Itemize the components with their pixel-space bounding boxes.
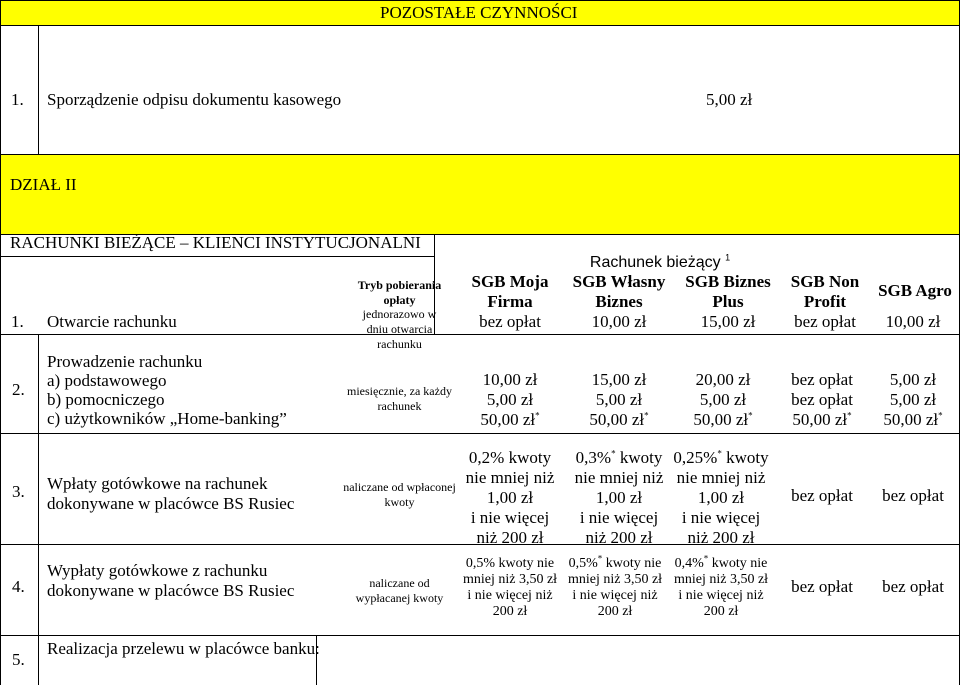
row5-label: Realizacja przelewu w placówce banku:	[47, 639, 320, 658]
row3-mode: naliczane od wpłaconej kwoty	[343, 480, 456, 509]
footnote-mark: *	[597, 553, 603, 564]
mode-header: Tryb pobierania opłaty	[357, 278, 442, 307]
row4-value: mniej niż 3,50 zł	[567, 572, 663, 587]
row4-value: i nie więcej niż	[572, 588, 658, 603]
row4-number: 4.	[12, 577, 25, 596]
row2-value: 5,00 zł	[486, 390, 534, 409]
row3-value: 0,2% kwoty	[468, 448, 552, 467]
row3-value: 1,00 zł	[595, 488, 643, 507]
row4-value: bez opłat	[882, 577, 944, 596]
row2-value-fn	[883, 410, 942, 430]
row2-number: 2.	[12, 380, 25, 399]
row4-value: mniej niż 3,50 zł	[673, 572, 769, 587]
row2-cell	[855, 370, 960, 430]
row5-number: 5.	[12, 650, 25, 669]
table-border	[0, 544, 1, 636]
row4-value-fn	[674, 553, 768, 572]
column-header: SGB Własny Biznes	[572, 272, 666, 311]
row4-label: Wypłaty gotówkowe z rachunku dokonywane w placówce BS Rusiec	[47, 561, 295, 600]
group-header-label: Rachunek bieżący	[589, 254, 721, 271]
table-border	[0, 334, 1, 434]
group-header-footnote: 1	[725, 252, 731, 263]
footnote-mark: *	[748, 410, 753, 421]
row4-value: i nie więcej niż	[678, 588, 764, 603]
table-border	[0, 334, 960, 335]
row2-value: 15,00 zł	[591, 370, 647, 389]
row2-value: 20,00 zł	[695, 370, 751, 389]
table-border	[0, 0, 1, 155]
table-border	[0, 635, 1, 685]
row4-value: kwoty nie	[605, 556, 662, 571]
row3-value-fn	[673, 448, 768, 468]
footnote-mark: *	[847, 410, 852, 421]
table-border	[0, 433, 960, 434]
footnote-mark: *	[717, 448, 722, 459]
row4-value: kwoty nie	[711, 556, 768, 571]
table-border	[0, 154, 960, 155]
row2-subitem: b) pomocniczego	[47, 390, 165, 409]
div2-header-bg	[0, 155, 960, 234]
table-border	[38, 433, 39, 545]
item1-price: 5,00 zł	[706, 90, 753, 109]
row2-value: 50,00 zł	[792, 410, 848, 429]
row2-value: 10,00 zł	[482, 370, 538, 389]
row3-value: nie mniej niż	[676, 468, 766, 487]
table-border	[38, 544, 39, 636]
row2-label: Prowadzenie rachunku	[47, 352, 203, 371]
row2-value: 50,00 zł	[883, 410, 939, 429]
row3-value: i nie więcej	[470, 508, 550, 527]
column-header: SGB Non Profit	[790, 272, 860, 311]
row1-value: 10,00 zł	[885, 312, 941, 331]
group-header	[575, 253, 745, 272]
footnote-mark: *	[938, 410, 943, 421]
div2-subtitle: RACHUNKI BIEŻĄCE – KLIENCI INSTYTUCJONALNI	[10, 233, 421, 252]
row3-value: 1,00 zł	[697, 488, 745, 507]
item1-number: 1.	[11, 90, 24, 109]
row4-mode: naliczane od wypłacanej kwoty	[355, 576, 444, 605]
footnote-mark: *	[535, 410, 540, 421]
row2-value: 50,00 zł	[693, 410, 749, 429]
row3-value: bez opłat	[791, 486, 853, 505]
row3-value: i nie więcej	[681, 508, 761, 527]
row3-value: nie mniej niż	[574, 468, 664, 487]
row4-value: 0,5%	[568, 556, 598, 571]
column-header: SGB Biznes Plus	[685, 272, 771, 311]
row4-value: 0,5% kwoty nie	[465, 556, 555, 571]
row2-value: 50,00 zł	[589, 410, 645, 429]
row2-subitem: c) użytkowników „Home-banking”	[47, 409, 287, 428]
row1-label: Otwarcie rachunku	[47, 312, 177, 331]
item1-label: Sporządzenie odpisu dokumentu kasowego	[47, 90, 342, 109]
row3-value-fn	[576, 448, 663, 468]
column-header: SGB Agro	[878, 281, 952, 300]
div2-title: DZIAŁ II	[10, 175, 77, 194]
row2-subitem: a) podstawowego	[47, 371, 167, 390]
row3-value: 0,3%	[575, 448, 612, 467]
row3-value: 0,25%	[673, 448, 718, 467]
table-border	[0, 0, 960, 1]
table-border	[0, 433, 1, 545]
footnote-mark: *	[703, 553, 709, 564]
row3-value: niż 200 zł	[476, 528, 544, 547]
row4-value: 200 zł	[703, 604, 739, 619]
row2-value-fn	[792, 410, 851, 430]
row2-mode: miesięcznie, za każdy rachunek	[347, 384, 452, 413]
row2-cell	[559, 370, 679, 430]
row1-mode: jednorazowo w dniu otwarcia rachunku	[362, 307, 437, 351]
table-border	[0, 635, 960, 636]
row2-value: 5,00 zł	[889, 390, 937, 409]
row2-cell	[450, 370, 570, 430]
row2-value-fn	[693, 410, 752, 430]
row2-value: 5,00 zł	[889, 370, 937, 389]
table-border	[0, 234, 1, 335]
row2-value: bez opłat	[791, 370, 853, 389]
row4-value: bez opłat	[791, 577, 853, 596]
row1-value: 10,00 zł	[591, 312, 647, 331]
row2-value-fn	[589, 410, 648, 430]
row3-value: i nie więcej	[579, 508, 659, 527]
row3-number: 3.	[12, 482, 25, 501]
table-border	[0, 154, 1, 235]
row4-value: mniej niż 3,50 zł	[462, 572, 558, 587]
table-border	[38, 635, 39, 685]
row2-value: 5,00 zł	[595, 390, 643, 409]
table-border	[0, 25, 960, 26]
footnote-mark: *	[611, 448, 616, 459]
footnote-mark: *	[644, 410, 649, 421]
row4-value: i nie więcej niż	[467, 588, 553, 603]
row3-value: nie mniej niż	[465, 468, 555, 487]
row1-value: bez opłat	[794, 312, 856, 331]
row3-value: bez opłat	[882, 486, 944, 505]
row3-value: kwoty	[726, 448, 769, 467]
row1-value: bez opłat	[479, 312, 541, 331]
row3-value: niż 200 zł	[687, 528, 755, 547]
row2-value: bez opłat	[791, 390, 853, 409]
row4-value: 200 zł	[492, 604, 528, 619]
table-border	[38, 25, 39, 154]
row4-value: 0,4%	[674, 556, 704, 571]
row1-number: 1.	[11, 312, 24, 331]
row2-value: 5,00 zł	[699, 390, 747, 409]
row3-value: 1,00 zł	[486, 488, 534, 507]
table-border	[0, 256, 434, 257]
row3-value: niż 200 zł	[585, 528, 653, 547]
row3-value: kwoty	[619, 448, 663, 467]
row1-value: 15,00 zł	[700, 312, 756, 331]
column-header: SGB Moja Firma	[471, 272, 549, 311]
table-border	[38, 334, 39, 434]
other-section-title: POZOSTAŁE CZYNNOŚCI	[380, 3, 578, 22]
row4-value-fn	[568, 553, 662, 572]
row2-value-fn	[480, 410, 539, 430]
row3-label: Wpłaty gotówkowe na rachunek dokonywane w placówce BS Rusiec	[47, 474, 295, 513]
row2-value: 50,00 zł	[480, 410, 536, 429]
row4-value: 200 zł	[597, 604, 633, 619]
